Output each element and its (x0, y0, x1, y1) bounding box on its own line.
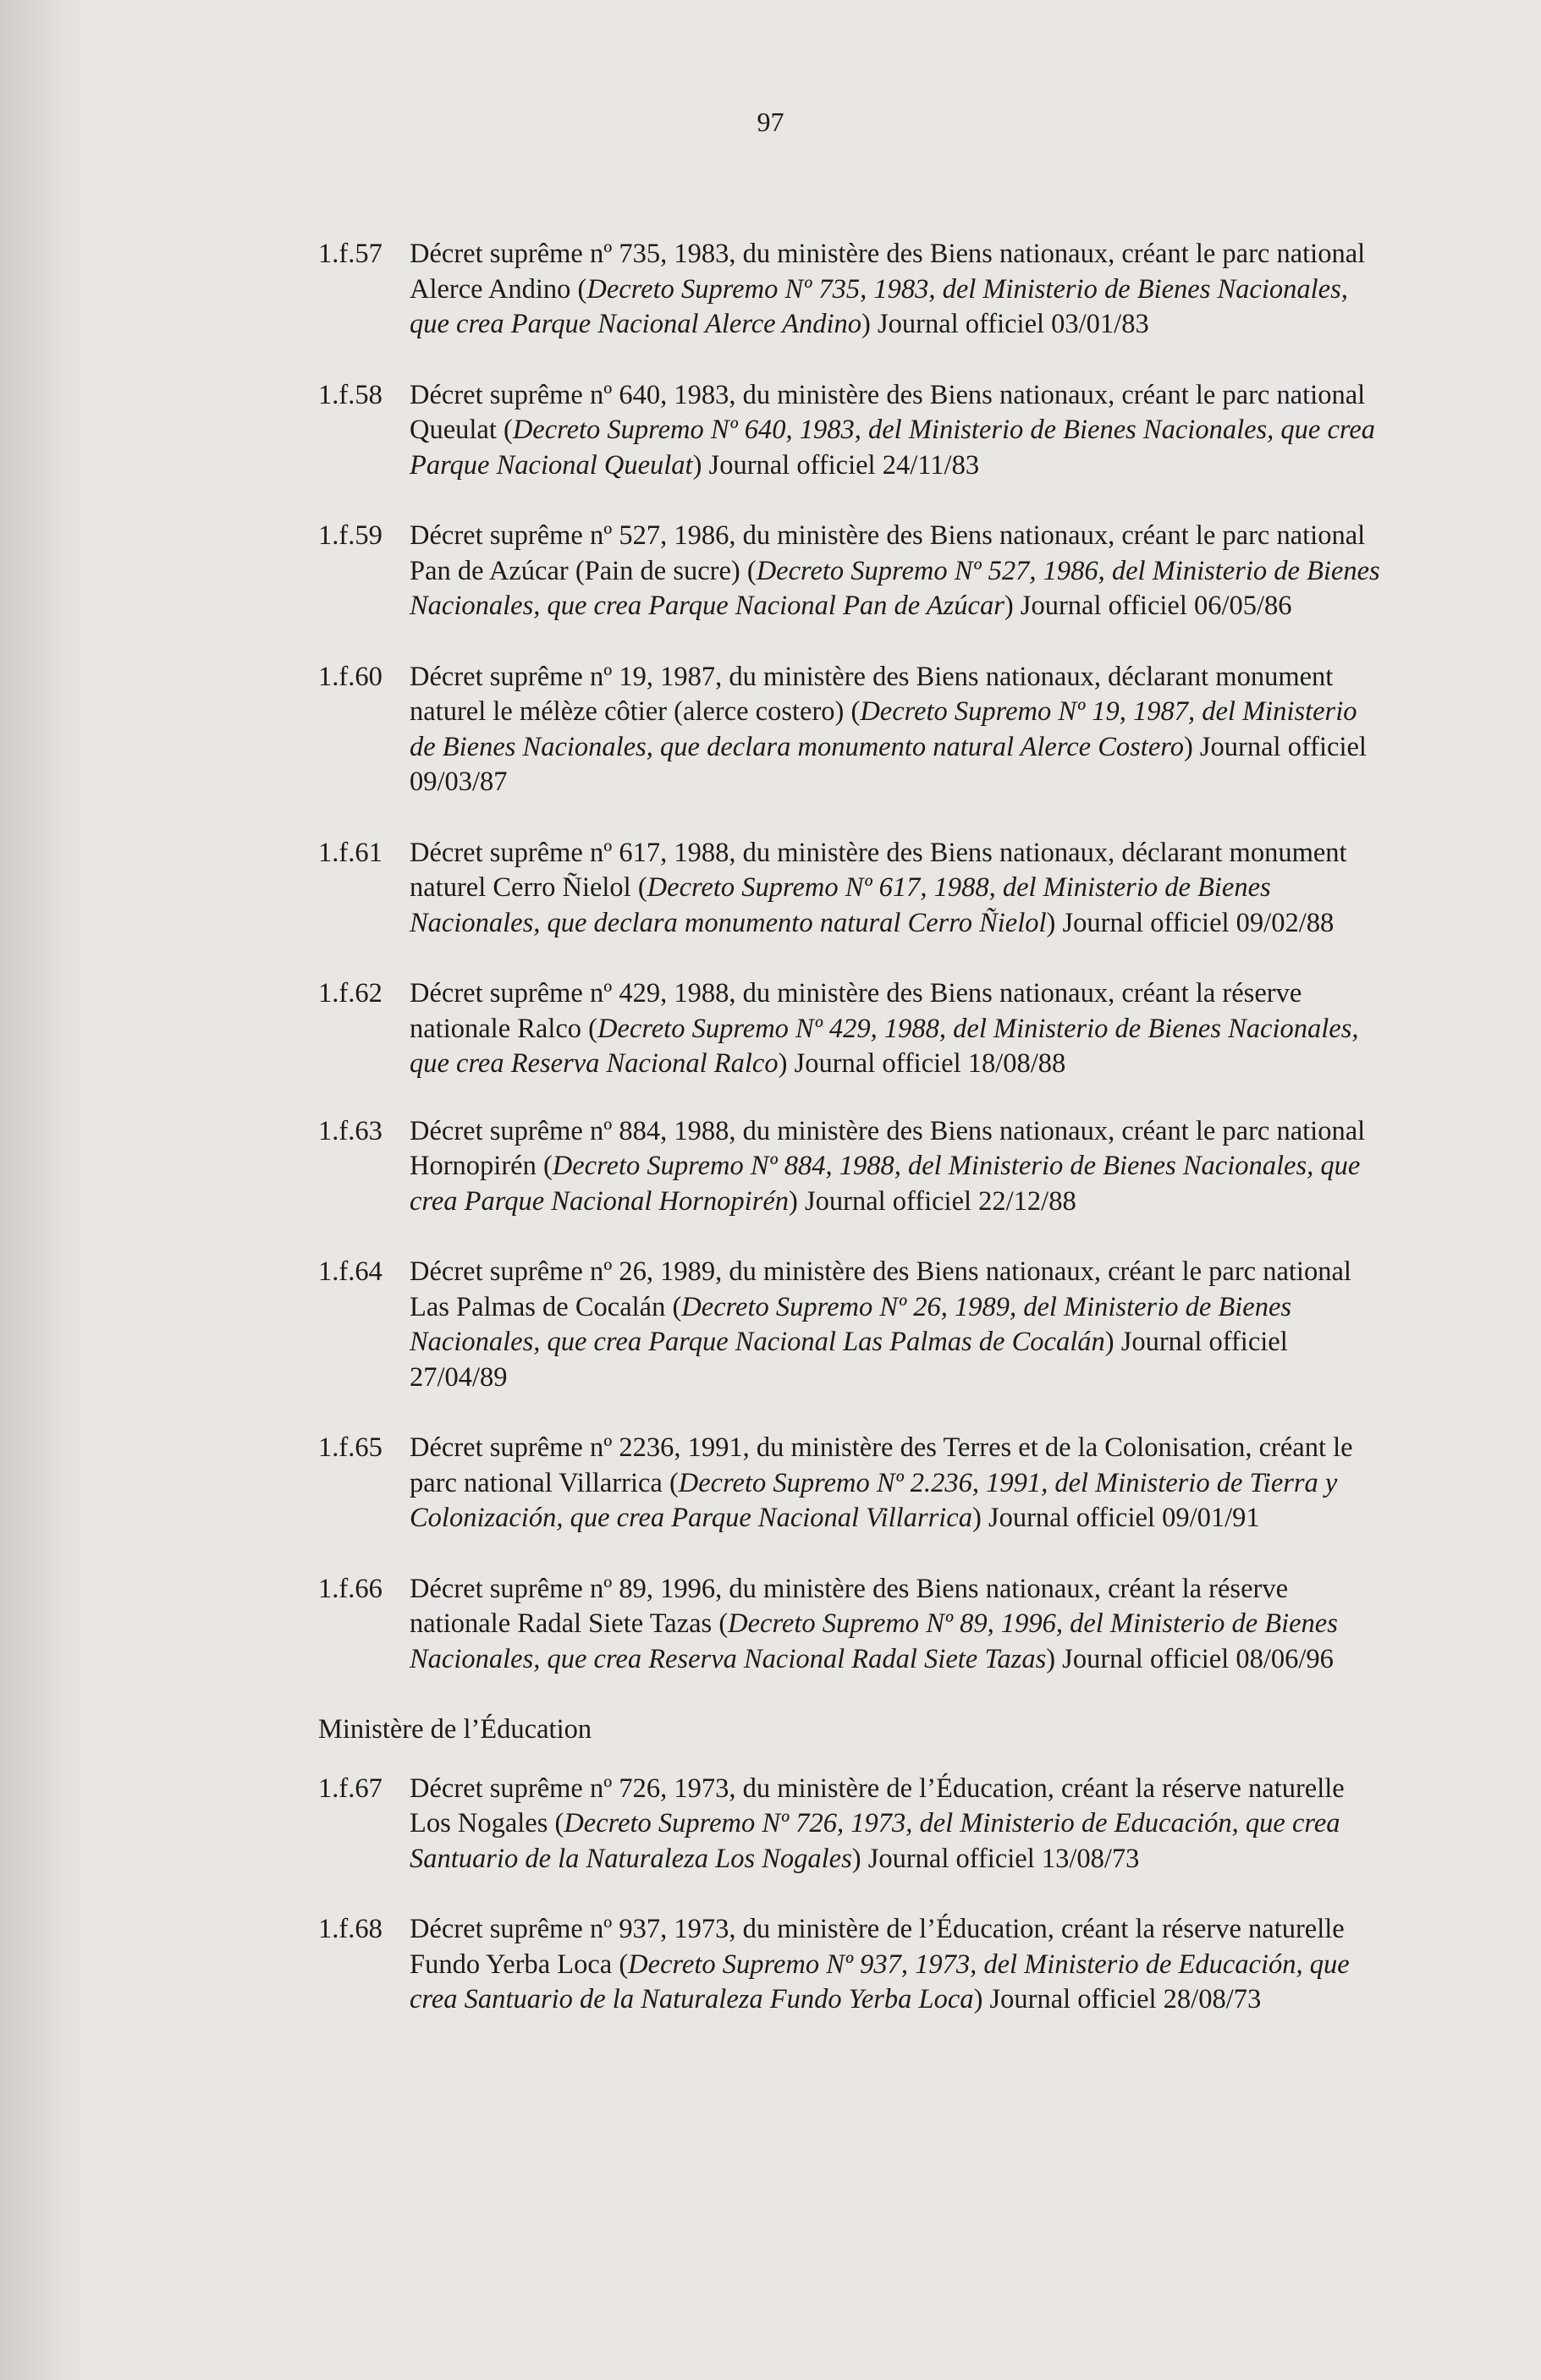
entry-text-spanish: Decreto Supremo Nº 19, 1987, del Ministerio de Bienes Nacionales, que declara monumento natural Alerce Costero (410, 696, 1357, 762)
decree-entry (318, 1114, 1389, 1220)
entry-number: 1.f.63 (318, 1115, 382, 1146)
entry-text-journal: ) Journal officiel 24/11/83 (692, 449, 980, 481)
entry-text-french: Décret suprême nº 726, 1973, du ministère de l’Éducation, créant la réserve naturelle Los Nogales ( (410, 1773, 1345, 1839)
entry-text-spanish: Decreto Supremo Nº 884, 1988, del Ministerio de Bienes Nacionales, que crea Parque Nacional Hornopirén (410, 1151, 1361, 1217)
entry-text-journal: ) Journal officiel 28/08/73 (973, 1984, 1262, 2014)
entry-text-french: Décret suprême nº 617, 1988, du ministère des Biens nationaux, déclarant monument naturel Cerro Ñielol ( (410, 837, 1347, 903)
decree-entry (318, 519, 1389, 624)
decree-entry (318, 378, 1389, 484)
decree-entry (318, 1912, 1389, 2018)
entry-text (410, 976, 1389, 1082)
decree-entry (318, 1255, 1389, 1395)
entry-text-journal: ) Journal officiel 03/01/83 (861, 309, 1149, 339)
entry-text (410, 1255, 1389, 1395)
entry-text-journal: ) Journal officiel 13/08/73 (851, 1843, 1140, 1874)
entry-text-journal: ) Journal officiel 18/08/88 (778, 1048, 1066, 1079)
entry-text-spanish: Decreto Supremo Nº 26, 1989, del Ministerio de Bienes Nacionales, que crea Parque Nacional Las Palmas de Cocalán (410, 1291, 1292, 1357)
decree-list (318, 237, 1389, 2053)
entry-text-french: Décret suprême nº 429, 1988, du ministère des Biens nationaux, créant la réserve nationale Ralco ( (410, 978, 1302, 1044)
entry-number: 1.f.59 (318, 520, 382, 551)
entry-number: 1.f.64 (318, 1256, 382, 1287)
entry-text (410, 1772, 1389, 1877)
entry-number: 1.f.61 (318, 837, 382, 868)
entry-text-spanish: Decreto Supremo Nº 89, 1996, del Ministerio de Bienes Nacionales, que crea Reserva Nacional Radal Siete Tazas (410, 1608, 1338, 1674)
entry-text (410, 237, 1389, 343)
entry-text (410, 660, 1389, 800)
entry-text-spanish: Decreto Supremo Nº 735, 1983, del Ministerio de Bienes Nacionales, que crea Parque Nacional Alerce Andino (410, 273, 1348, 339)
entry-text-journal: ) Journal officiel 27/04/89 (410, 1327, 1288, 1393)
entry-text (410, 1114, 1389, 1220)
entry-text-spanish: Decreto Supremo Nº 527, 1986, del Ministerio de Bienes Nacionales, que crea Parque Nacional Pan de Azúcar (410, 555, 1380, 621)
decree-entry (318, 237, 1389, 343)
entry-text-french: Décret suprême nº 640, 1983, du ministère des Biens nationaux, créant le parc national Queulat ( (410, 379, 1366, 445)
decree-entry (318, 836, 1389, 942)
entry-text (410, 836, 1389, 942)
entry-number: 1.f.57 (318, 239, 382, 269)
entry-text-french: Décret suprême nº 19, 1987, du ministère des Biens nationaux, déclarant monument naturel le mélèze côtier (alerce costero) ( (410, 661, 1334, 727)
entry-text-journal: ) Journal officiel 09/03/87 (410, 731, 1367, 797)
entry-text-spanish: Decreto Supremo Nº 726, 1973, del Ministerio de Educación, que crea Santuario de la Naturaleza Los Nogales (410, 1808, 1340, 1874)
entry-text-spanish: Decreto Supremo Nº 429, 1988, del Ministerio de Bienes Nacionales, que crea Reserva Nacional Ralco (410, 1013, 1359, 1079)
section-heading: Ministère de l’Éducation (318, 1714, 592, 1745)
entry-text-french: Décret suprême nº 2236, 1991, du ministère des Terres et de la Colonisation, créant le parc national Villarrica ( (410, 1432, 1353, 1498)
entry-text (410, 1912, 1389, 2018)
entry-text-french: Décret suprême nº 735, 1983, du ministère des Biens nationaux, créant le parc national Alerce Andino ( (410, 239, 1366, 305)
entry-text-journal: ) Journal officiel 08/06/96 (1046, 1643, 1334, 1674)
entry-text-spanish: Decreto Supremo Nº 937, 1973, del Ministerio de Educación, que crea Santuario de la Naturaleza Fundo Yerba Loca (410, 1949, 1350, 2014)
entry-text-journal: ) Journal officiel 09/02/88 (1046, 907, 1335, 938)
page-number: 97 (757, 107, 784, 137)
decree-entry (318, 1772, 1389, 1877)
entry-number: 1.f.67 (318, 1773, 382, 1804)
decree-entry (318, 1572, 1389, 1678)
entry-text-french: Décret suprême nº 527, 1986, du ministère des Biens nationaux, créant le parc national Pan de Azúcar (Pain de sucre) ( (410, 520, 1366, 586)
entry-number: 1.f.60 (318, 661, 382, 692)
decree-entry (318, 976, 1389, 1082)
entry-text-french: Décret suprême nº 884, 1988, du ministère des Biens nationaux, créant le parc national Hornopirén ( (410, 1115, 1366, 1181)
entry-number: 1.f.58 (318, 379, 382, 410)
entry-text-journal: ) Journal officiel 09/01/91 (971, 1503, 1260, 1533)
page-edge-shadow (0, 0, 85, 2380)
entry-text-spanish: Decreto Supremo Nº 2.236, 1991, del Ministerio de Tierra y Colonización, que crea Parque Nacional Villarrica (410, 1467, 1338, 1533)
entry-number: 1.f.68 (318, 1914, 382, 1944)
entry-text-spanish: Decreto Supremo Nº 640, 1983, del Ministerio de Bienes Nacionales, que crea Parque Nacional Queulat (410, 415, 1376, 481)
decree-entry (318, 1431, 1389, 1536)
entry-text-journal: ) Journal officiel 06/05/86 (1004, 591, 1292, 621)
decree-entry (318, 660, 1389, 800)
entry-text (410, 1572, 1389, 1678)
entry-text-spanish: Decreto Supremo Nº 617, 1988, del Ministerio de Bienes Nacionales, que declara monumento natural Cerro Ñielol (410, 872, 1271, 938)
entry-text (410, 378, 1389, 484)
entry-text (410, 519, 1389, 624)
entry-text-journal: ) Journal officiel 22/12/88 (789, 1185, 1076, 1217)
entry-number: 1.f.62 (318, 978, 382, 1009)
entry-text-french: Décret suprême nº 89, 1996, du ministère des Biens nationaux, créant la réserve nationale Radal Siete Tazas ( (410, 1573, 1289, 1639)
entry-number: 1.f.65 (318, 1432, 382, 1463)
entry-text-french: Décret suprême nº 937, 1973, du ministère de l’Éducation, créant la réserve naturelle Fundo Yerba Loca ( (410, 1914, 1345, 1980)
entry-text (410, 1431, 1389, 1536)
entry-number: 1.f.66 (318, 1573, 382, 1604)
entry-text-french: Décret suprême nº 26, 1989, du ministère des Biens nationaux, créant le parc national Las Palmas de Cocalán ( (410, 1256, 1351, 1322)
